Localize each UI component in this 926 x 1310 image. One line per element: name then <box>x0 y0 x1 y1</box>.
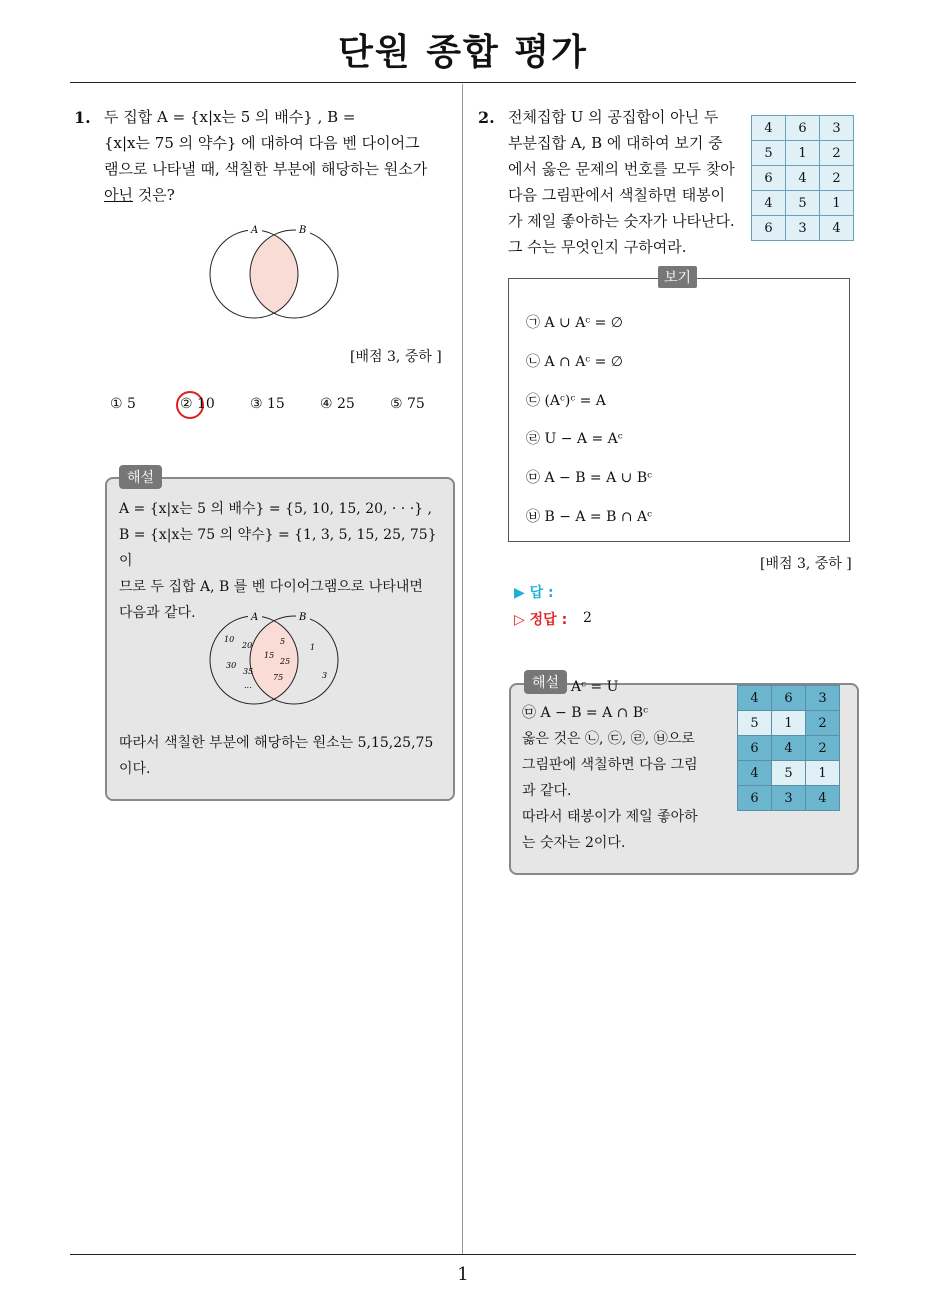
venn-left-elem: 20 <box>242 641 253 650</box>
venn-left-elem: 35 <box>243 667 254 676</box>
q1-expl-line5: 따라서 색칠한 부분에 해당하는 원소는 5,15,25,75 <box>119 735 434 751</box>
grid-cell[interactable]: 2 <box>820 141 854 166</box>
venn-mid-elem: 75 <box>273 673 284 682</box>
q1-expl-line2: B = {x|x는 75 의 약수} = {1, 3, 5, 15, 25, 75} 이 <box>119 527 437 569</box>
q2-line: 부분집합 A, B 에 대하여 보기 중 <box>508 134 723 152</box>
q2-expl-line2: 옳은 것은 ㉡, ㉢, ㉣, ㉥으로 <box>522 731 695 747</box>
column-divider <box>462 84 463 1254</box>
q1-expl-venn-label-b: B <box>299 612 307 623</box>
page-number: 1 <box>457 1264 469 1285</box>
colored-grid-cell: 5 <box>738 711 772 736</box>
correct-answer-label: ▷ 정답 : <box>514 612 568 628</box>
q1-venn-label-b: B <box>299 225 307 236</box>
venn-left-elem: 10 <box>224 635 235 644</box>
colored-grid-cell: 4 <box>806 786 840 811</box>
q1-number: 1. <box>74 108 91 127</box>
grid-cell[interactable]: 4 <box>752 191 786 216</box>
colored-grid-cell: 4 <box>738 686 772 711</box>
venn-mid-elem: 5 <box>280 637 286 646</box>
bogi-item-3: ㉢ (Aᶜ)ᶜ = A <box>526 393 606 409</box>
q1-expl-line1: A = {x|x는 5 의 배수} = {5, 10, 15, 20, · · ·} , <box>119 501 432 517</box>
bogi-item-1: ㉠ A ∪ Aᶜ = ∅ <box>526 315 623 331</box>
colored-grid-cell: 2 <box>806 711 840 736</box>
grid-cell[interactable]: 1 <box>820 191 854 216</box>
q2-number-grid <box>751 115 854 241</box>
q2-expl-line4: 과 같다. <box>522 783 572 799</box>
choice-3[interactable]: ③ 15 <box>250 396 285 412</box>
q1-expl-venn-diagram <box>200 606 360 712</box>
choice-4[interactable]: ④ 25 <box>320 396 355 412</box>
q1-explanation-conclusion <box>119 730 445 782</box>
venn-mid-elem: 15 <box>264 651 275 660</box>
q2-expl-line3: 그림판에 색칠하면 다음 그림 <box>522 757 698 773</box>
colored-grid-cell: 1 <box>772 711 806 736</box>
colored-grid-cell: 4 <box>738 761 772 786</box>
venn-right-elem: 1 <box>310 643 316 652</box>
grid-cell[interactable]: 4 <box>786 166 820 191</box>
colored-grid-cell: 6 <box>772 686 806 711</box>
q2-line: 에서 옳은 문제의 번호를 모두 찾아 <box>508 160 735 178</box>
q2-line: 다음 그림판에서 색칠하면 태봉이 <box>508 186 726 204</box>
grid-cell[interactable]: 5 <box>752 141 786 166</box>
colored-grid-cell: 1 <box>806 761 840 786</box>
venn-right-elem: 3 <box>322 671 328 680</box>
answer-label: ▶ 답 : <box>514 585 554 601</box>
q1-line1: 두 집합 A = {x|x는 5 의 배수} , B = <box>104 108 356 126</box>
q2-expl-line5: 따라서 태봉이가 제일 좋아하 <box>522 809 698 825</box>
grid-cell[interactable]: 2 <box>820 166 854 191</box>
venn-left-elem: ... <box>244 681 252 690</box>
colored-grid-cell: 3 <box>806 686 840 711</box>
page-title: 단원 종합 평가 <box>338 32 588 73</box>
bogi-item-4: ㉣ U − A = Aᶜ <box>526 431 623 447</box>
q1-line2: {x|x는 75 의 약수} 에 대하여 다음 벤 다이어그 <box>104 134 420 152</box>
q1-line3: 램으로 나타낼 때, 색칠한 부분에 해당하는 원소가 <box>104 160 428 178</box>
q1-explanation-tag: 해설 <box>119 465 162 489</box>
q2-text <box>508 104 738 260</box>
q2-expl-line6: 는 숫자는 2이다. <box>522 835 626 851</box>
q2-colored-grid <box>737 685 840 811</box>
grid-cell[interactable]: 3 <box>820 116 854 141</box>
q1-expl-line4: 다음과 같다. <box>119 605 196 621</box>
grid-cell[interactable]: 4 <box>820 216 854 241</box>
grid-cell[interactable]: 3 <box>786 216 820 241</box>
grid-cell[interactable]: 1 <box>786 141 820 166</box>
choice-5[interactable]: ⑤ 75 <box>390 396 425 412</box>
bottom-rule <box>70 1254 856 1255</box>
venn-mid-elem: 25 <box>280 657 291 666</box>
bogi-item-6: ㉥ B − A = B ∩ Aᶜ <box>526 509 652 525</box>
colored-grid-cell: 6 <box>738 736 772 761</box>
bogi-item-5: ㉤ A − B = A ∪ Bᶜ <box>526 470 652 486</box>
bogi-item-2: ㉡ A ∩ Aᶜ = ∅ <box>526 354 623 370</box>
grid-cell[interactable]: 6 <box>752 166 786 191</box>
q1-score: [배점 3, 중하 ] <box>350 349 442 365</box>
q2-line: 전체집합 U 의 공집합이 아닌 두 <box>508 108 719 126</box>
choice-1[interactable]: ① 5 <box>110 396 136 412</box>
venn-left-elem: 30 <box>226 661 237 670</box>
colored-grid-cell: 6 <box>738 786 772 811</box>
q1-line4 <box>104 182 456 208</box>
q1-line4-rest: 것은? <box>132 186 175 204</box>
q1-text <box>104 104 456 208</box>
q1-expl-venn-label-a: A <box>251 612 259 623</box>
correct-answer-value: 2 <box>583 610 592 626</box>
grid-cell[interactable]: 6 <box>786 116 820 141</box>
colored-grid-cell: 4 <box>772 736 806 761</box>
q1-expl-line3: 므로 두 집합 A, B 를 벤 다이어그램으로 나타내면 <box>119 579 423 595</box>
q2-expl-line1: ㉤ A − B = A ∩ Bᶜ <box>522 705 648 721</box>
q2-explanation-text <box>522 700 732 856</box>
colored-grid-cell: 2 <box>806 736 840 761</box>
grid-cell[interactable]: 5 <box>786 191 820 216</box>
grid-cell[interactable]: 4 <box>752 116 786 141</box>
q2-expl-line0: Aᶜ = U <box>571 679 619 695</box>
q1-venn-label-a: A <box>251 225 259 236</box>
q2-explanation-tag: 해설 <box>524 670 567 694</box>
colored-grid-cell: 3 <box>772 786 806 811</box>
choice-2[interactable]: ② 10 <box>180 396 215 412</box>
q2-line: 가 제일 좋아하는 숫자가 나타난다. <box>508 212 735 230</box>
q1-expl-line6: 이다. <box>119 761 151 777</box>
bogi-tag: 보기 <box>658 266 697 288</box>
q2-line: 그 수는 무엇인지 구하여라. <box>508 238 687 256</box>
q2-score: [배점 3, 중하 ] <box>760 556 852 572</box>
top-rule <box>70 82 856 83</box>
q1-underlined-word: 아닌 <box>104 186 133 204</box>
q2-number: 2. <box>478 108 495 127</box>
q1-venn-diagram <box>200 218 360 328</box>
colored-grid-cell: 5 <box>772 761 806 786</box>
grid-cell[interactable]: 6 <box>752 216 786 241</box>
